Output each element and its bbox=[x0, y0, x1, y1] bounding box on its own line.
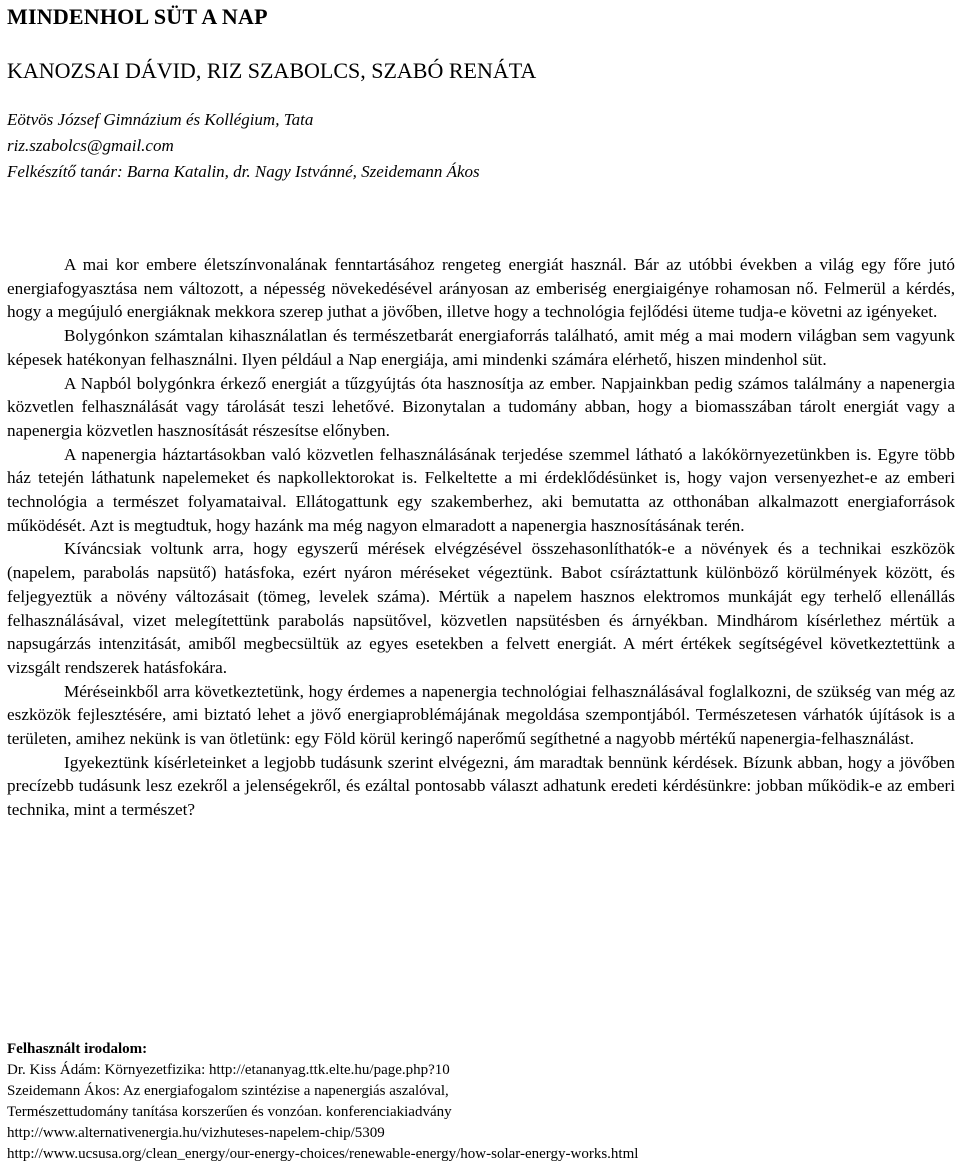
authors-line: KANOZSAI DÁVID, RIZ SZABOLCS, SZABÓ RENÁTA bbox=[7, 58, 537, 83]
reference-item: http://www.alternativenergia.hu/vizhuteses-napelem-chip/5309 bbox=[7, 1125, 385, 1141]
school-name: Eötvös József Gimnázium és Kollégium, Tata bbox=[7, 110, 314, 129]
reference-item: http://www.ucsusa.org/clean_energy/our-energy-choices/renewable-energy/how-solar-energy-works.html bbox=[7, 1146, 639, 1162]
reference-item: Természettudomány tanítása korszerűen és vonzóan. konferenciakiadvány bbox=[7, 1104, 452, 1120]
paragraph: A Napból bolygónkra érkező energiát a tűzgyújtás óta hasznosítja az ember. Napjainkban pedig számos találmány a napenergia közvetlen felhasználását vagy tárolását teszi lehetővé. Bizonytalan a tudomány abban, hogy a biomasszában tárolt energiát vagy a napenergia közvetlen hasznosítását részesítse előnyben. bbox=[7, 373, 955, 440]
paragraph: Kíváncsiak voltunk arra, hogy egyszerű mérések elvégzésével összehasonlíthatók-e a növények és a technikai eszközök (napelem, parabolás napsütő) hatásfoka, ezért nyáron méréseket végeztünk. Babot csíráztattunk különböző körülmények között, és feljegyeztük a növény változásait (tömeg, levelek száma). Mértük a napelem hasznos elektromos munkáját egy terhelő ellenállás felhasználásával, vizet melegítettünk parabolás napsütővel, közvetlen napsütésben és árnyékban. Mindhárom kísérlethez mértük a napsugárzás intenzitását, amiből megbecsültük az egyes esetekben a felvett energiát. A mért értékek segítségével következtettünk a vizsgált rendszerek hatásfokára. bbox=[7, 539, 955, 677]
paragraph: A napenergia háztartásokban való közvetlen felhasználásának terjedése szemmel látható a lakókörnyezetünkben is. Egyre több ház tetején láthatunk napelemeket és napkollektorokat is. Felkeltette a mi érdeklődésünket is, hogy vajon versenyezhet-e az emberi technológia a természet folyamataival. Ellátogattunk egy szakemberhez, aki bemutatta az otthonában alkalmazott energiaforrások működését. Azt is megtudtuk, hogy hazánk ma még nagyon elmaradott a napenergia hasznosításának terén. bbox=[7, 444, 955, 535]
references-section bbox=[7, 1039, 955, 1165]
reference-item: Szeidemann Ákos: Az energiafogalom szintézise a napenergiás aszalóval, bbox=[7, 1083, 449, 1099]
paragraph: Igyekeztünk kísérleteinket a legjobb tudásunk szerint elvégezni, ám maradtak bennünk kérdések. Bízunk abban, hogy a jövőben precízebb tudásunk lesz ezekről a jelenségekről, és ezáltal pontosabb választ adhatunk eredeti kérdésünkre: jobban működik-e az emberi technika, mint a természet? bbox=[7, 752, 955, 820]
affiliation-block bbox=[7, 107, 480, 185]
abstract-body bbox=[7, 253, 955, 822]
teachers-line: Felkészítő tanár: Barna Katalin, dr. Nagy Istvánné, Szeidemann Ákos bbox=[7, 162, 480, 181]
references-heading: Felhasznált irodalom: bbox=[7, 1041, 148, 1057]
contact-email: riz.szabolcs@gmail.com bbox=[7, 136, 174, 155]
document-title: MINDENHOL SÜT A NAP bbox=[7, 4, 268, 29]
paragraph: Méréseinkből arra következtetünk, hogy érdemes a napenergia technológiai felhasználásával foglalkozni, de szükség van még az eszközök fejlesztésére, ami biztató lehet a jövő energiaproblémájának megoldása szempontjából. Természetesen várhatók újítások is a területen, amihez nekünk is van ötletünk: egy Föld körül keringő naperőmű segíthetné a nagyobb mértékű napenergia-felhasználást. bbox=[7, 681, 955, 749]
reference-item: Dr. Kiss Ádám: Környezetfizika: http://etananyag.ttk.elte.hu/page.php?10 bbox=[7, 1062, 450, 1078]
paragraph: A mai kor embere életszínvonalának fenntartásához rengeteg energiát használ. Bár az utóbbi években a világ egy főre jutó energiafogyasztása nem változott, a népesség növekedésével arányosan az emberiség energiaigénye rohamosan nő. Felmerül a kérdés, hogy a megújuló energiáknak mekkora szerep juthat a jövőben, illetve hogy a technológia fejlődési üteme tudja-e követni az igényeket. bbox=[7, 255, 955, 322]
paragraph: Bolygónkon számtalan kihasználatlan és természetbarát energiaforrás található, amit még a mai modern világban sem vagyunk képesek hatékonyan felhasználni. Ilyen például a Nap energiája, ami mindenki számára elérhető, hiszen mindenhol süt. bbox=[7, 326, 955, 369]
